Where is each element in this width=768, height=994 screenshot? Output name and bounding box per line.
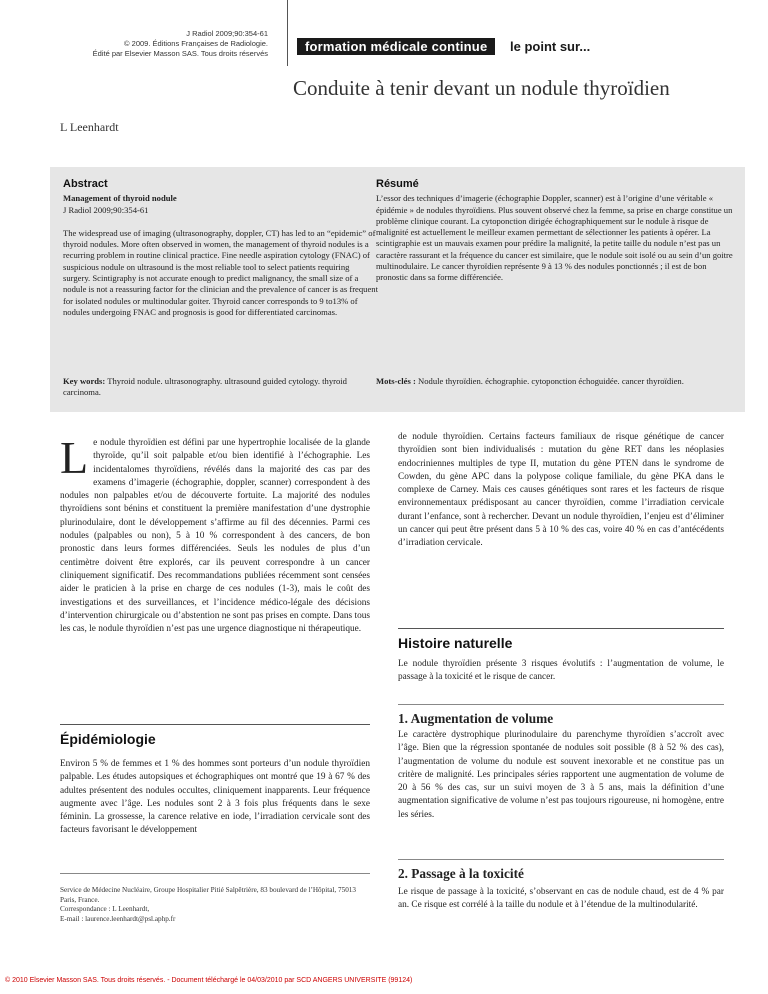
section-heading-epidemiologie: Épidémiologie [60,724,370,747]
resume-heading: Résumé [376,178,419,190]
subheading-toxicite: 2. Passage à la toxicité [398,859,724,882]
keywords-text: Thyroid nodule. ultrasonography. ultrasound guided cytology. thyroid carcinoma. [63,376,347,398]
abstract-text: The widespread use of imaging (ultrasonography, doppler, CT) has led to an “epidemic” of thyroid nodules. More often observed in women, the management of thyroid nodules is a recurring problem in routine clinical practice. Fine needle aspiration cytology (FNAC) of suspicious nodule on ultrasound is the most reliable tool to select patients requiring surgery. Scintigraphy is not accurate enough to predict malignancy, the small size of a nodule is not a reassuring factor for the clinician and the prevalence of cancer is as frequent for isolated nodules or multinodular goiter. Thyroid cancer corresponds to 9 to13% of nodules undergoing FNAC and prognosis is good for differentiated carcinomas. [63,227,378,317]
keywords-french [376,376,738,387]
intro-paragraph [60,432,370,636]
abstract-citation: J Radiol 2009;90:354-61 [63,204,149,215]
resume-text: L’essor des techniques d’imagerie (échographie Doppler, scanner) est à l’origine d’une véritable « épidémie » de nodules thyroïdiens. Plus souvent observé chez la femme, sa prise en charge constitue un problème clinique courant. La cytoponction dirigée échographiquement sur le nodule à risque de malignité est actuellement le meilleur examen permettant de sélectionner les patients à opérer. La scintigraphie est un mauvais examen pour prédire la malignité, la petite taille du nodule n’est pas un caractère rassurant et la fréquence du cancer est similaire, que le nodule soit isolé ou au sein d’un goitre multinodulaire. Le cancer thyroïdien représente 9 à 13 % des nodules ponctionnés ; il est de bon pronostic dans sa forme différenciée. [376,193,733,283]
header-divider [287,0,288,66]
article-title: Conduite à tenir devant un nodule thyroïdien [293,76,670,100]
motscles-label: Mots-clés : [376,376,416,386]
authors: L Leenhardt [60,120,119,134]
abstract-box [50,167,745,412]
section-label: formation médicale continue [297,38,495,55]
footnote-line: Service de Médecine Nucléaire, Groupe Hospitalier Pitié Salpêtrière, 83 boulevard de l’Hôpital, 75013 Paris, France. [60,886,356,904]
abstract-english [63,179,378,318]
keywords-english [63,376,383,399]
drop-cap: L [60,432,89,483]
section-heading-histoire: Histoire naturelle [398,628,724,651]
intro-text: e nodule thyroïdien est défini par une hypertrophie localisée de la glande thyroïde, qu’il soit palpable et/ou bien identifié à l’échographie. Les incidentalomes thyroïdiens, révélés dans la majorité des cas par des examens d’imagerie (échographie, doppler, scanner) correspondent à des nodules non palpables et/ou de découverte fortuite. La majorité des nodules thyroïdiens sont bénins et constituent la première manifestation d’une dystrophie plurinodulaire, dont le développement s’affirme au fil des décennies. Parmi ces nodules (palpables ou non), 5 à 10 % correspondent à des cancers, de bon pronostic dans leurs formes différenciées. Seuls les nodules de plus d’un centimètre doivent être explorés, car ils peuvent correspondre à un cancer cliniquement significatif. Des recommandations publiées récemment sont censées aider le praticien à la prise en charge de ces nodules (1-3), mais le coût des investigations et des surveillances, et l’incidence médico-légale des décisions d’intervention chirurgicale ou d’abstention ne sont pas prises en compte. Dans tous les cas, le nodule thyroïdien n’est pas une urgence diagnostique ni thérapeutique. [60,438,370,635]
histoire-text: Le nodule thyroïdien présente 3 risques évolutifs : l’augmentation de volume, le passage à la toxicité et le risque de cancer. [398,659,724,683]
citation-line: Édité par Elsevier Masson SAS. Tous droits réservés [92,49,268,58]
footnote-line: Correspondance : L Leenhardt, [60,905,150,913]
augmentation-text: Le caractère dystrophique plurinodulaire du parenchyme thyroïdien s’accroît avec l’âge. Bien que la régression spontanée de nodules soit possible (8 à 52 % des cas), l’augmentation de volume du nodule est souvent inexorable et ne constitue pas un critère de malignité. Les principales séries rapportent une augmentation de volume de 20 à 56 % des cas, sur un suivi moyen de 3 à 5 ans, mais la définition d’une augmentation significative de volume n’est pas toujours rigoureuse, ni homogène, entre les séries. [398,730,724,820]
abstract-heading: Abstract [63,178,108,190]
abstract-subtitle: Management of thyroid nodule [63,193,177,204]
footnote-line: E-mail : laurence.leenhardt@psl.aphp.fr [60,914,176,923]
copyright-notice: © 2010 Elsevier Masson SAS. Tous droits réservés. - Document téléchargé le 04/03/2010 par SCD ANGERS UNIVERSITE (99124) [5,977,413,984]
toxicite-text: Le risque de passage à la toxicité, s’observant en cas de nodule chaud, est de 4 % par an. Ce risque est corrélé à la taille du nodule et à l’étendue de la multinodularité. [398,887,724,911]
motscles-text: Nodule thyroïdien. échographie. cytoponction échoguidée. cancer thyroïdien. [418,376,684,386]
journal-citation [28,29,268,59]
subsection-label: le point sur... [510,39,591,54]
affiliation-footnote [60,873,370,924]
citation-line: © 2009. Éditions Françaises de Radiologie. [124,39,268,48]
intro-continued: de nodule thyroïdien. Certains facteurs familiaux de risque génétique de cancer thyroïdien sont bien individualisés : mutation du gène RET dans les néoplasies endocriniennes multiples de type II, mutation du gène PTEN dans le syndrome de Cowden, du gène APC dans la polypose colique familiale, du gène PKA dans le complexe de Carney. Mais ces causes génétiques sont rares et les facteurs de risque environnementaux prédisposant au cancer thyroïdien, comme l’irradiation cervicale durant l’enfance, sont à rechercher. Devant un nodule thyroïdien, l’enjeu est d’éliminer un cancer qui peut être présent dans 5 à 10 % des cas, voire 40 % en cas d’antécédents d’irradiation cervicale. [398,432,724,549]
epidemiologie-text: Environ 5 % de femmes et 1 % des hommes sont porteurs d’un nodule thyroïdien palpable. Les études autopsiques et échographiques ont montré que 19 à 67 % des adultes présentent des nodules occultes, cliniquement inapparents. Leur fréquence augmente avec l’âge. Les nodules sont 2 à 3 fois plus fréquents dans le sexe féminin. La grossesse, la carence relative en iode, l’irradiation cervicale sont des facteurs favorisant le développement [60,759,370,836]
abstract-french [376,179,738,284]
citation-line: J Radiol 2009;90:354-61 [186,29,268,38]
keywords-label: Key words: [63,376,106,386]
subheading-augmentation: 1. Augmentation de volume [398,704,724,727]
